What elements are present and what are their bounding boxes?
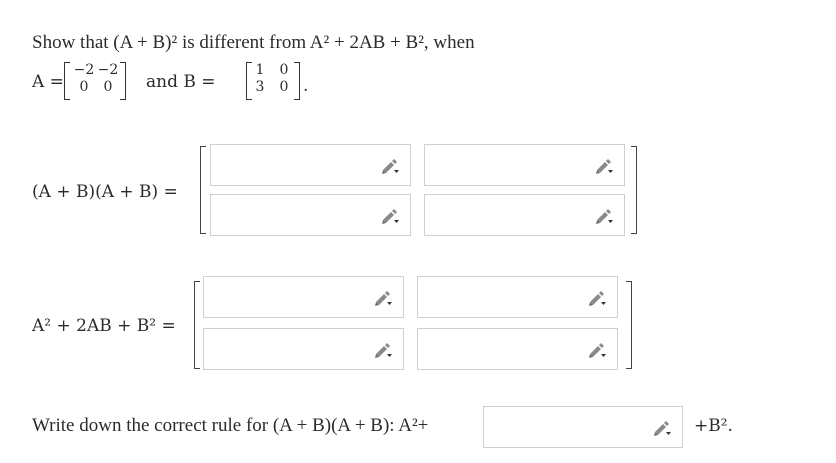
pencil-icon [587, 341, 607, 359]
rule-suffix: +B². [694, 416, 733, 436]
matrix-a [72, 62, 120, 96]
product-label: (A + B)(A + B) = [32, 182, 178, 202]
expansion-label: A² + 2AB + B² = [32, 316, 176, 336]
matrix-a-cell: 0 [103, 79, 113, 95]
expansion-right-bracket [626, 281, 632, 369]
pencil-icon [380, 157, 400, 175]
product-entry-r2c2[interactable] [424, 194, 625, 236]
expansion-entry-r1c2[interactable] [417, 276, 618, 318]
matrix-a-cell: −2 [97, 62, 119, 78]
expansion-entry-r2c2[interactable] [417, 328, 618, 370]
matrix-b-right-bracket [294, 62, 300, 100]
rule-prefix: Write down the correct rule for (A + B)(A + B): A²+ [32, 415, 429, 436]
matrix-a-right-bracket [120, 62, 126, 100]
matrix-b-cell: 0 [279, 79, 289, 95]
pencil-icon [373, 289, 393, 307]
pencil-icon [652, 419, 672, 437]
product-entry-r1c1[interactable] [210, 144, 411, 186]
matrix-a-left-bracket [64, 62, 70, 100]
matrix-a-cell: −2 [73, 62, 95, 78]
pencil-icon [373, 341, 393, 359]
and-b-label: and B = [146, 72, 216, 92]
pencil-icon [380, 207, 400, 225]
pencil-icon [587, 289, 607, 307]
problem-intro: Show that (A + B)² is different from A² + 2AB + B², when [32, 32, 475, 53]
pencil-icon [594, 207, 614, 225]
matrix-a-cell: 0 [79, 79, 89, 95]
matrix-b-cell: 0 [279, 62, 289, 78]
matrix-a-label: A = [32, 72, 64, 92]
product-right-bracket [631, 146, 637, 234]
pencil-icon [594, 157, 614, 175]
expansion-entry-r2c1[interactable] [203, 328, 404, 370]
rule-answer-field[interactable] [483, 406, 683, 448]
matrix-b [248, 62, 296, 96]
product-left-bracket [200, 146, 206, 234]
product-entry-r1c2[interactable] [424, 144, 625, 186]
matrix-b-cell: 1 [255, 62, 265, 78]
period: . [303, 76, 309, 96]
matrix-b-cell: 3 [255, 79, 265, 95]
product-entry-r2c1[interactable] [210, 194, 411, 236]
expansion-entry-r1c1[interactable] [203, 276, 404, 318]
expansion-left-bracket [194, 281, 200, 369]
